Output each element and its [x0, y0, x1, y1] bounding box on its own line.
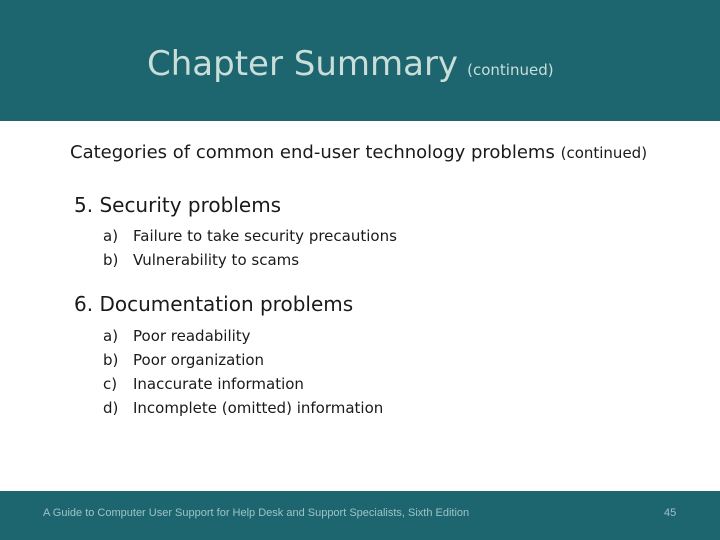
page-number: 45: [664, 507, 677, 519]
list-item-text: Poor readability: [133, 327, 251, 345]
list-marker: a): [103, 227, 119, 245]
list-marker: b): [103, 251, 119, 269]
list-item: [103, 248, 397, 272]
list-marker: c): [103, 375, 118, 393]
intro-text: Categories of common end-user technology problems: [70, 142, 555, 163]
slide-title: [147, 44, 554, 84]
list-item-text: Incomplete (omitted) information: [133, 399, 384, 417]
list-item-text: Inaccurate information: [133, 375, 304, 393]
list-marker: a): [103, 327, 119, 345]
list-marker: b): [103, 351, 119, 369]
section-heading-documentation: 6. Documentation problems: [74, 292, 354, 316]
list-item: [103, 324, 383, 348]
title-suffix: (continued): [467, 61, 554, 79]
documentation-list: [103, 324, 383, 420]
section-heading-security: 5. Security problems: [74, 193, 282, 217]
footer-text: A Guide to Computer User Support for Help Desk and Support Specialists, Sixth Edition: [43, 507, 470, 519]
intro-line: [70, 142, 647, 163]
list-item: [103, 372, 383, 396]
list-item-text: Failure to take security precautions: [133, 227, 397, 245]
security-list: [103, 224, 397, 272]
list-item-text: Poor organization: [133, 351, 265, 369]
list-item-text: Vulnerability to scams: [133, 251, 300, 269]
list-item: [103, 224, 397, 248]
list-item: [103, 396, 383, 420]
list-marker: d): [103, 399, 119, 417]
intro-suffix: (continued): [560, 144, 648, 162]
list-item: [103, 348, 383, 372]
title-main: Chapter Summary: [147, 44, 459, 84]
